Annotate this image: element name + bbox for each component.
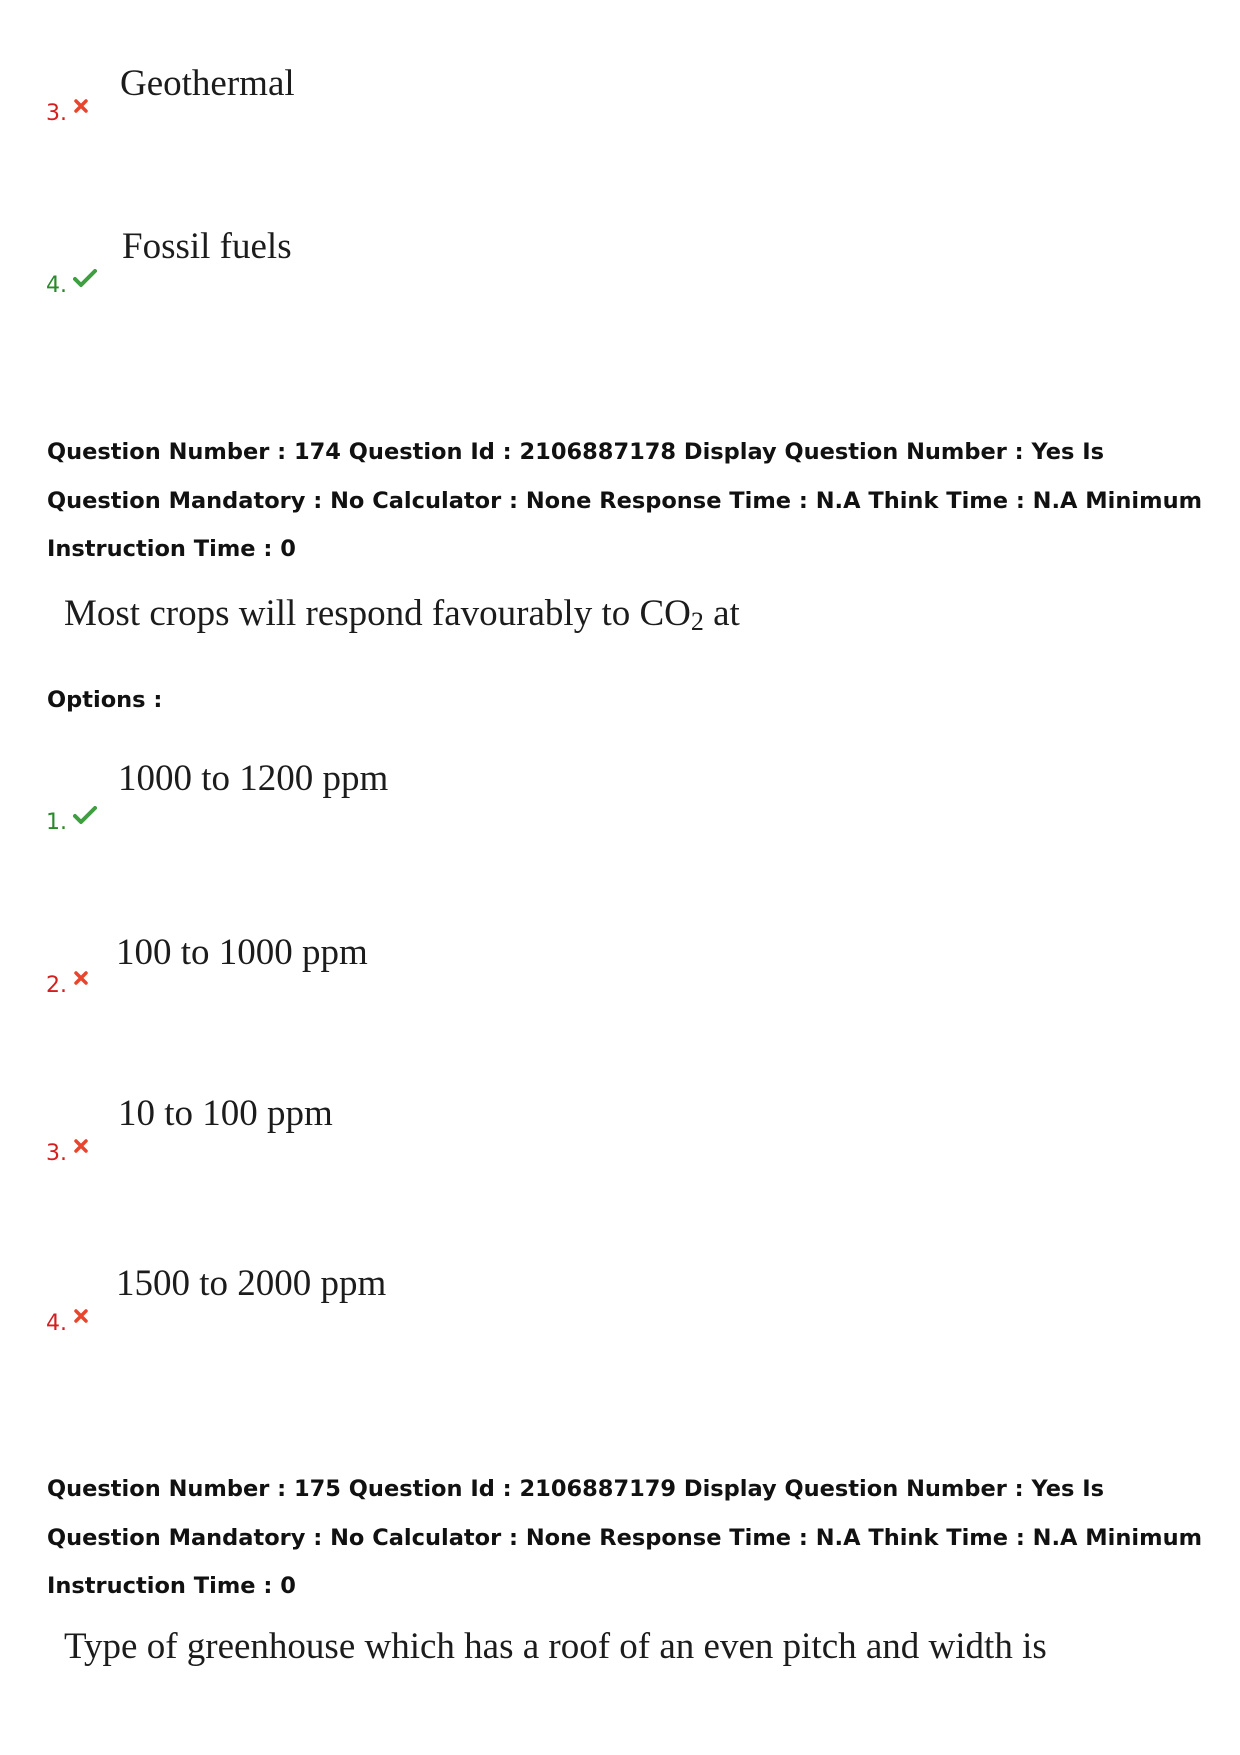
cross-icon — [73, 969, 89, 991]
question-meta: Question Number : 174 Question Id : 2106887178 Display Question Number : Yes Is Question Mandatory : No Calculator : None Response Time : N.A Think Time : N.A Minimum Instruction Time : 0 — [47, 439, 1203, 562]
option-number — [46, 103, 89, 125]
option-number-label: 3. — [46, 101, 67, 126]
option-text: Geothermal — [120, 63, 295, 104]
question-text: Type of greenhouse which has a roof of an even pitch and width is — [64, 1626, 1047, 1667]
cross-icon — [73, 97, 89, 119]
question-text-subscript: 2 — [690, 607, 704, 637]
option-text: 10 to 100 ppm — [118, 1093, 333, 1134]
option-number — [46, 975, 89, 997]
option-text: Fossil fuels — [122, 226, 292, 267]
cross-icon — [73, 1307, 89, 1329]
question-text-main: Most crops will respond favourably to CO — [64, 593, 691, 634]
option-number-label: 3. — [46, 1141, 67, 1166]
question-text — [64, 595, 740, 635]
option-number — [46, 812, 97, 835]
check-icon — [73, 269, 97, 292]
option-number — [46, 1313, 89, 1335]
option-number-label: 1. — [46, 810, 67, 835]
option-text: 100 to 1000 ppm — [116, 932, 368, 973]
question-text-end: at — [703, 593, 740, 634]
option-text: 1000 to 1200 ppm — [118, 758, 389, 799]
question-meta: Question Number : 175 Question Id : 2106887179 Display Question Number : Yes Is Question Mandatory : No Calculator : None Response Time : N.A Think Time : N.A Minimum Instruction Time : 0 — [47, 1476, 1203, 1599]
option-number — [46, 1143, 89, 1165]
option-number-label: 2. — [46, 973, 67, 998]
cross-icon — [73, 1137, 89, 1159]
option-text: 1500 to 2000 ppm — [116, 1263, 387, 1304]
option-number — [46, 275, 97, 298]
option-number-label: 4. — [46, 1311, 67, 1336]
check-icon — [73, 806, 97, 829]
option-number-label: 4. — [46, 273, 67, 298]
options-label: Options : — [47, 687, 163, 713]
